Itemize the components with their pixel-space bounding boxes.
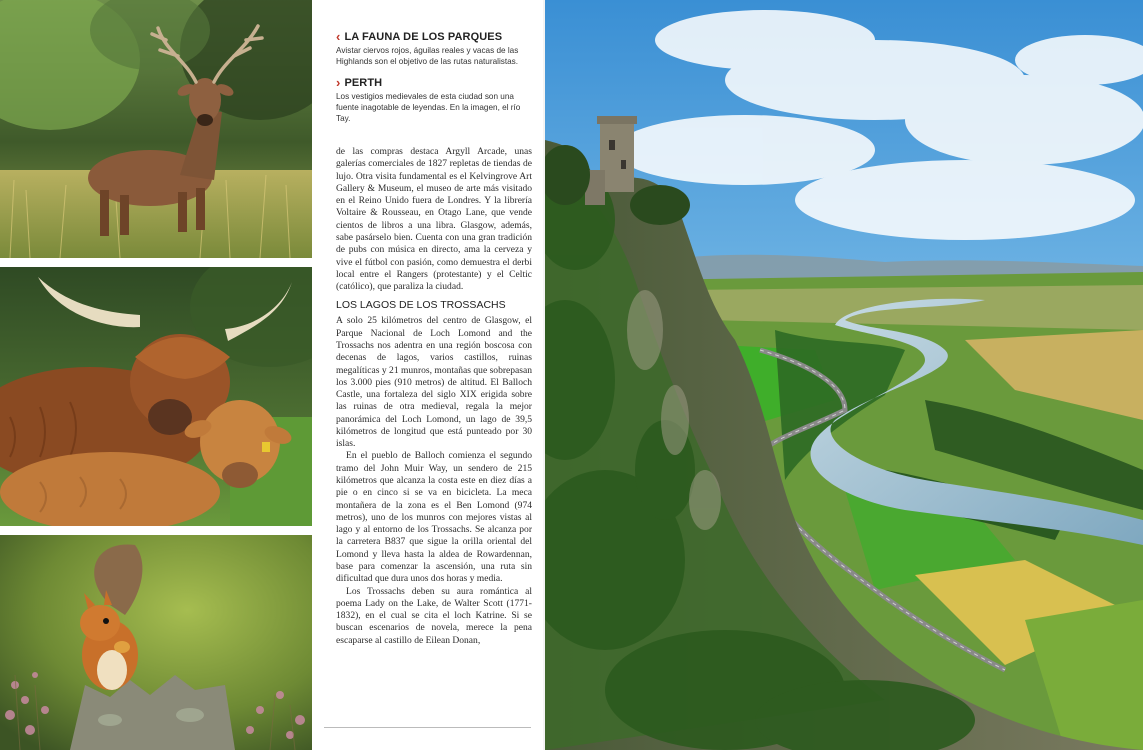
chevron-right-icon: ›	[336, 75, 341, 90]
article-paragraph-1: de las compras destaca Argyll Arcade, unas galerías comerciales de 1827 repletas de tiendas de lujo. Otra visita fundamental es el Kelvingrove Art Gallery & Museum, el museo de arte más visitado en el Reino Unido fuera de Londres. Y la librería Voltaire & Rousseau, en Otago Lane, que vende cientos de libros a una libra. Glasgow, además, sabe pasárselo bien. Cuenta con una gran tradición de pubs con música en directo, ama la cerveza y vive el fútbol con pasión, como demuestra el derbi local entre el Rangers (protestante) y el Celtic (católico), que paraliza la ciudad.	[336, 146, 532, 293]
caption-perth-title-text: PERTH	[344, 76, 383, 89]
deer-photo	[0, 0, 312, 258]
caption-perth-title	[336, 76, 536, 89]
squirrel-photo	[0, 535, 312, 750]
caption-wildlife-title-text: LA FAUNA DE LOS PARQUES	[344, 30, 503, 43]
caption-perth	[336, 76, 536, 124]
article-paragraph-3: En el pueblo de Balloch comienza el segundo tramo del John Muir Way, un sendero de 215 kilómetros que alcanza la costa este en diez días a pie o en cinco si se va en bicicleta. La meca montañera de la zona es el Ben Lomond (974 metros), uno de los munros con mejores vistas al lago y al entorno de los Trossachs. Se alcanza por la carretera B837 que sigue la orilla oriental del Lomond y lleva hasta la aldea de Rowardennan, base para comenzar la ascensión, una ruta sin dificultad que dura unos dos horas y media.	[336, 450, 532, 585]
bottom-rule	[324, 727, 531, 728]
article-paragraph-2: A solo 25 kilómetros del centro de Glasgow, el Parque Nacional de Loch Lomond and the Trossachs nos adentra en una región boscosa con decenas de lagos, varios castillos, ruinas megalíticas y 21 munros, montañas que sobrepasan los 3.000 pies (910 metros) de altitud. El Balloch Castle, una fortaleza del siglo XIX erigida sobre las ruinas de otra medieval, regala la mejor panorámica del Loch Lomond, un lago de 39,5 kilómetros de longitud que está punteado por 30 islas.	[336, 315, 532, 450]
article-body	[336, 146, 532, 647]
perth-river-tay-photo	[545, 0, 1143, 750]
caption-wildlife-title	[336, 30, 536, 43]
caption-wildlife	[336, 30, 536, 67]
caption-wildlife-text: Avistar ciervos rojos, águilas reales y vacas de las Highlands son el objetivo de las rutas naturalistas.	[336, 46, 519, 66]
section-title: LOS LAGOS DE LOS TROSSACHS	[336, 299, 506, 312]
chevron-left-icon: ‹	[336, 29, 341, 44]
caption-perth-text: Los vestigios medievales de esta ciudad son una fuente inagotable de leyendas. En la imagen, el río Tay.	[336, 92, 521, 123]
article-paragraph-4: Los Trossachs deben su aura romántica al poema Lady on the Lake, de Walter Scott (1771-1832), en el cual se cita el loch Katrine. Si se buscan escenarios de novela, merece la pena escaparse al castillo de Eilean Donan,	[336, 585, 532, 646]
highland-cows-photo	[0, 267, 312, 526]
article-column	[324, 0, 543, 750]
